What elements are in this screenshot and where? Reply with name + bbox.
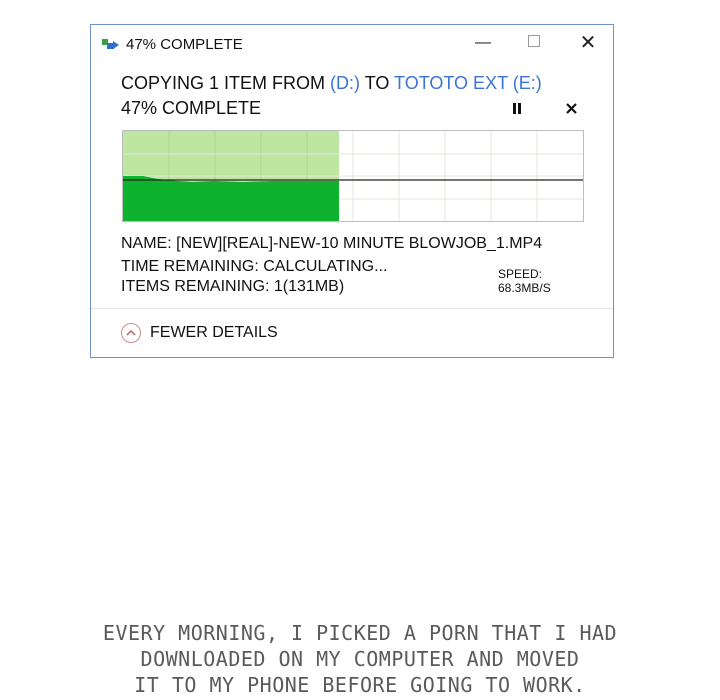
caption-line-1: EVERY MORNING, I PICKED A PORN THAT I HAD — [102, 621, 618, 645]
close-icon — [566, 103, 577, 114]
window-title: 47% COMPLETE — [126, 36, 243, 53]
destination-drive-link[interactable]: TOTOTO EXT (E:) — [394, 73, 542, 93]
divider — [91, 308, 613, 309]
copy-description — [121, 73, 542, 94]
copy-mid: TO — [360, 73, 395, 93]
caption-line-3: IT TO MY PHONE BEFORE GOING TO WORK. — [134, 673, 586, 697]
title-bar[interactable] — [91, 25, 613, 61]
comic-caption — [0, 620, 720, 698]
speed-label: SPEED: 68.3MB/S — [498, 267, 551, 295]
progress-percent: 47% COMPLETE — [121, 98, 262, 118]
cancel-copy-button[interactable] — [566, 101, 577, 119]
file-name: NAME: [NEW][REAL]-NEW-10 MINUTE BLOWJOB_1.MP4 — [121, 235, 543, 252]
close-icon: ✕ — [579, 32, 597, 54]
maximize-button[interactable] — [519, 31, 549, 55]
copy-transfer-icon — [101, 37, 121, 51]
items-remaining: ITEMS REMAINING: 1(131MB) — [121, 278, 345, 295]
maximize-icon — [528, 35, 540, 47]
source-drive-link[interactable]: (D:) — [330, 73, 361, 93]
copy-prefix: COPYING 1 ITEM FROM — [121, 73, 331, 93]
fewer-details-label: FEWER DETAILS — [150, 324, 278, 341]
close-window-button[interactable] — [573, 31, 603, 55]
minimize-icon: — — [475, 34, 491, 51]
progress-transfer-area — [123, 176, 339, 221]
chevron-up-icon — [121, 323, 141, 343]
time-remaining: TIME REMAINING: CALCULATING... — [121, 258, 388, 275]
pause-button[interactable] — [512, 101, 522, 117]
minimize-button[interactable] — [468, 31, 498, 55]
pause-icon — [512, 103, 522, 114]
copy-progress-dialog — [90, 24, 614, 358]
caption-line-2: DOWNLOADED ON MY COMPUTER AND MOVED — [140, 647, 580, 671]
